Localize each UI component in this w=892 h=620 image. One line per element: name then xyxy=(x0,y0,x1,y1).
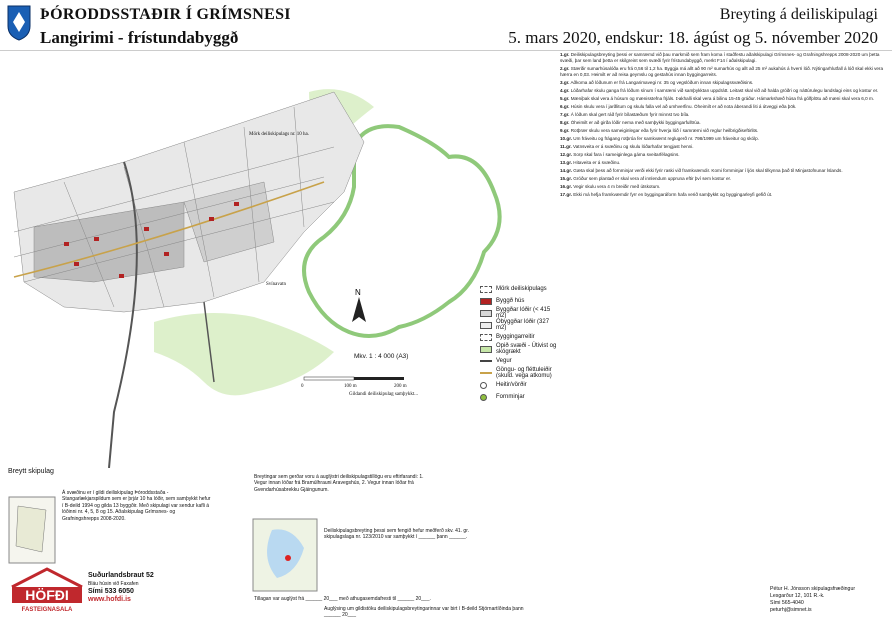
term-paragraph xyxy=(560,176,886,182)
term-text: Sorp skal fara í sameiginlega gáma sveitarfélagsins. xyxy=(573,152,680,157)
term-number: 8.gr. xyxy=(560,120,570,125)
changes-text: Breytingar sem gerðar voru á auglýstri deiliskipulagstillögu eru eftirfarandi: 1. Vegur innan lóðar frá Bramúlhrauni Aravegshús, 2. Vegur innan lóðar frá Gvendarhúsabrekku Gjáingunum. xyxy=(254,474,424,493)
scale-bar xyxy=(304,377,404,380)
term-number: 13.gr. xyxy=(560,160,573,165)
legend-item xyxy=(480,319,560,331)
scale-tick-2: 200 m xyxy=(394,384,407,389)
term-number: 3.gr. xyxy=(560,80,570,85)
lake-label: Svínavatn xyxy=(266,282,286,287)
legend-swatch-icon xyxy=(480,286,492,293)
legend-swatch-icon xyxy=(480,346,492,353)
legend-item xyxy=(480,391,560,403)
term-paragraph xyxy=(560,192,886,198)
bottom-section xyxy=(4,468,556,618)
term-paragraph xyxy=(560,144,886,150)
term-number: 9.gr. xyxy=(560,128,570,133)
legend-label: Göngu- og fléttuleiðir (skuld. vega atkomu) xyxy=(496,367,552,379)
planner-signature xyxy=(770,586,855,614)
breytt-label: Breytt skipulag xyxy=(8,468,54,475)
term-number: 14.gr. xyxy=(560,168,573,173)
term-text: Óheimilt er að girða lóðir nema með samþykki byggingarfulltrúa. xyxy=(570,120,701,125)
term-paragraph xyxy=(560,96,886,102)
term-text: Húsin skulu vera í jarðlitum og skulu falla vel að umhverfinu. Óheimilt er að nota áberandi liti á útveggi eða þök. xyxy=(570,104,797,109)
term-text: Lóðarhafar skulu ganga frá lóðum sínum í samræmi við samþykktan uppdrátt. Leitast skal við að halda gróðri og náttúrulegu landslagi eins og kostur er. xyxy=(570,88,879,93)
legend-label: Óbyggðar lóðir (327 m2) xyxy=(496,319,550,331)
hofdi-logo xyxy=(8,565,86,613)
term-text: Á lóðum skal gert ráð fyrir bílastæðum fyrir minnst tvo bíla. xyxy=(570,112,690,117)
address-line: Suðurlandsbraut 52 xyxy=(88,572,154,579)
legend-swatch-icon xyxy=(480,360,492,362)
term-text: Stærðir sumarhúsalóða eru frá 0,56 til 1,2 ha. Byggja má allt að 90 m² sumarhús og allt að 25 m² aukahús á hverri lóð. Nýtingarhlutfall á lóð skal ekki vera hærra en 0,03. Heimilt er að reisa geymslu og gestahús innan byggingarreits. xyxy=(560,66,884,77)
legend-swatch-icon xyxy=(480,394,487,401)
term-number: 12.gr. xyxy=(560,152,573,157)
term-number: 10.gr. xyxy=(560,136,573,141)
term-paragraph xyxy=(560,112,886,118)
inset-plan-thumbnail xyxy=(8,496,56,564)
term-paragraph xyxy=(560,88,886,94)
term-paragraph xyxy=(560,160,886,166)
legend-label: Mörk deiliskipulags xyxy=(496,286,547,292)
term-paragraph xyxy=(560,80,886,86)
term-number: 7.gr. xyxy=(560,112,570,117)
logo-text: HÖFÐI xyxy=(25,587,69,603)
term-text: Gróður sem plantað er skal vera af innlendum uppruna eftir því sem kostur er. xyxy=(573,176,732,181)
scale-tick-0: 0 xyxy=(301,384,304,389)
logo-subtext: FASTEIGNASALA xyxy=(21,607,73,613)
change-title: Breyting á deiliskipulagi xyxy=(719,6,878,23)
legend-item xyxy=(480,283,560,295)
term-text: Um fráveitu og frágang rotþróa fer samkvæmt reglugerð nr. 798/1999 um fráveitur og skólp. xyxy=(573,136,759,141)
legend-swatch-icon xyxy=(480,322,492,329)
address-line-2: Bláu húsin við Faxafen xyxy=(88,581,139,587)
legend-swatch-icon xyxy=(480,372,492,374)
term-text: Ekki má hefja framkvæmdir fyrr en byggingaráform hafa verið samþykkt og byggingarleyfi gefið út. xyxy=(573,192,773,197)
planner-phone: Sími 565-4040 xyxy=(770,600,804,606)
term-text: Vatnsveita er á svæðinu og skulu lóðarhafar tengjast henni. xyxy=(573,144,694,149)
legend-label: Fornminjar xyxy=(496,394,525,400)
legend-swatch-icon xyxy=(480,298,492,305)
boundary-label: Mörk deiliskipulags nr. 10 ha. xyxy=(249,132,309,137)
term-paragraph xyxy=(560,52,886,64)
term-text: Deiliskipulagsbreyting þessi er samræmd við þau markmið sem fram koma í staðfestu aðalskipulagi Grímsnes- og Grafningshrepps 2008-2020 um þetta svæði, þar sem land þetta er skilgreint sem svæði fyrir frístundabyggð, merkt F14 í aðalskipulagi. xyxy=(560,52,880,63)
term-paragraph xyxy=(560,136,886,142)
term-number: 16.gr. xyxy=(560,184,573,189)
term-number: 4.gr. xyxy=(560,88,570,93)
term-paragraph xyxy=(560,168,886,174)
green-zone-south xyxy=(154,313,334,395)
term-paragraph xyxy=(560,184,886,190)
term-text: Aðkoma að lóðunum er frá Langarimavegi nr. 35 og vegslóðum innan skipulagssvæðisins. xyxy=(570,80,754,85)
term-number: 5.gr. xyxy=(560,96,570,101)
term-text: Mæniþak skal vera á húsum og mænisstefna frjáls. Þakhalli skal vera á bilinu 15-45 gráður. Hámarkshæð húsa frá gólfplötu að mæni skal vera 6,0 m. xyxy=(570,96,875,101)
map-legend xyxy=(480,283,560,403)
plan-subtitle: Langirimi - frístundabyggð xyxy=(40,28,239,47)
terms-text xyxy=(560,52,886,612)
term-paragraph xyxy=(560,152,886,158)
svg-text:N: N xyxy=(355,288,361,297)
term-number: 2.gr. xyxy=(560,66,570,71)
legend-label: Byggingarreitir xyxy=(496,334,535,340)
plan-note: Gildandi deiliskipulag samþykkt... xyxy=(349,392,419,397)
legend-item xyxy=(480,307,560,319)
plan-dates: 5. mars 2020, endskur: 18. ágúst og 5. nóvember 2020 xyxy=(508,28,878,47)
approval-text: Deiliskipulagsbreyting þessi sem fengið hefur meðferð skv. 41. gr. skipulagslaga nr. 123/2010 var samþykkt í ______ þann ______. xyxy=(324,528,469,541)
legend-item xyxy=(480,355,560,367)
planner-email: peturhj@simnet.is xyxy=(770,607,812,613)
term-paragraph xyxy=(560,104,886,110)
phone-line: Sími 533 6050 xyxy=(88,588,134,595)
legend-item xyxy=(480,367,560,379)
legend-swatch-icon xyxy=(480,310,492,317)
map-area xyxy=(4,52,554,468)
scale-label: Mkv. 1 : 4 000 (A3) xyxy=(354,353,409,360)
legend-item xyxy=(480,343,560,355)
agency-contact xyxy=(88,572,154,604)
term-number: 11.gr. xyxy=(560,144,572,149)
term-paragraph xyxy=(560,128,886,134)
legend-label: Byggðar lóðir (< 415 m2) xyxy=(496,307,551,319)
term-number: 15.gr. xyxy=(560,176,573,181)
legend-label: Vegur xyxy=(496,358,512,364)
legend-label: Opið svæði - Útivist og skógrækt xyxy=(496,343,557,355)
planner-address: Lesgarður 12, 101 R.-k. xyxy=(770,593,825,599)
legend-swatch-icon xyxy=(480,334,492,341)
legend-item xyxy=(480,295,560,307)
term-text: Hitaveita er á svæðinu. xyxy=(573,160,621,165)
legend-label: Byggð hús xyxy=(496,298,525,304)
term-text: Rotþrær skulu vera sameiginlegar eða fyrir hverja lóð í samræmi við reglur heilbrigðiseftirlits. xyxy=(570,128,759,133)
web-link[interactable]: www.hofdi.is xyxy=(88,596,131,603)
legend-label: Heitir/vörðir xyxy=(496,382,527,388)
term-number: 6.gr. xyxy=(560,104,570,109)
legend-item xyxy=(480,331,560,343)
municipal-crest-icon xyxy=(6,4,32,42)
legend-swatch-icon xyxy=(480,382,487,389)
term-paragraph xyxy=(560,66,886,78)
municipality-title: ÞÓRODDSSTAÐIR Í GRÍMSNESI xyxy=(40,6,291,23)
term-number: 17.gr. xyxy=(560,192,573,197)
existing-plan-text: Á svæðinu er í gildi deiliskipulag Þóroddsstaða - Stangarlækjarspildum sem er þrjár 10 ha lóðir, sem samþykkt hefur í B-deild 1994 og gilda 13 byggðir. Með skipulagi var sendur kafli á lóðinni nr. 4, 5, 8 og 15. Aðalskipulag Grímsnes- og Grafningshrepps 2008-2020. xyxy=(62,490,211,522)
term-number: 1.gr. xyxy=(560,52,570,57)
advertised-text: Tillagan var auglýst frá ______ 20___ með athugasemdafresti til ______ 20___. xyxy=(254,596,431,602)
overview-map-thumbnail xyxy=(252,518,318,592)
term-paragraph xyxy=(560,120,886,126)
scale-tick-1: 100 m xyxy=(344,384,357,389)
legend-item xyxy=(480,379,560,391)
planner-name: Pétur H. Jónsson skipulagsfræðingur xyxy=(770,586,856,592)
map-canvas xyxy=(4,52,554,468)
term-text: Vegir skulu vera 4 m breiðir með útskotum. xyxy=(573,184,661,189)
gazette-text: Auglýsing um gildistöku deiliskipulagsbreytingarinnar var birt í B-deild Stjórnartíðinda þann ______ 20___ xyxy=(324,606,524,619)
term-text: Gæta skal þess að fornminjar verði ekki fyrir raski við framkvæmdir. Komi fornminjar í ljós skal tilkynna það til Minjastofnunar Íslands. xyxy=(573,168,843,173)
